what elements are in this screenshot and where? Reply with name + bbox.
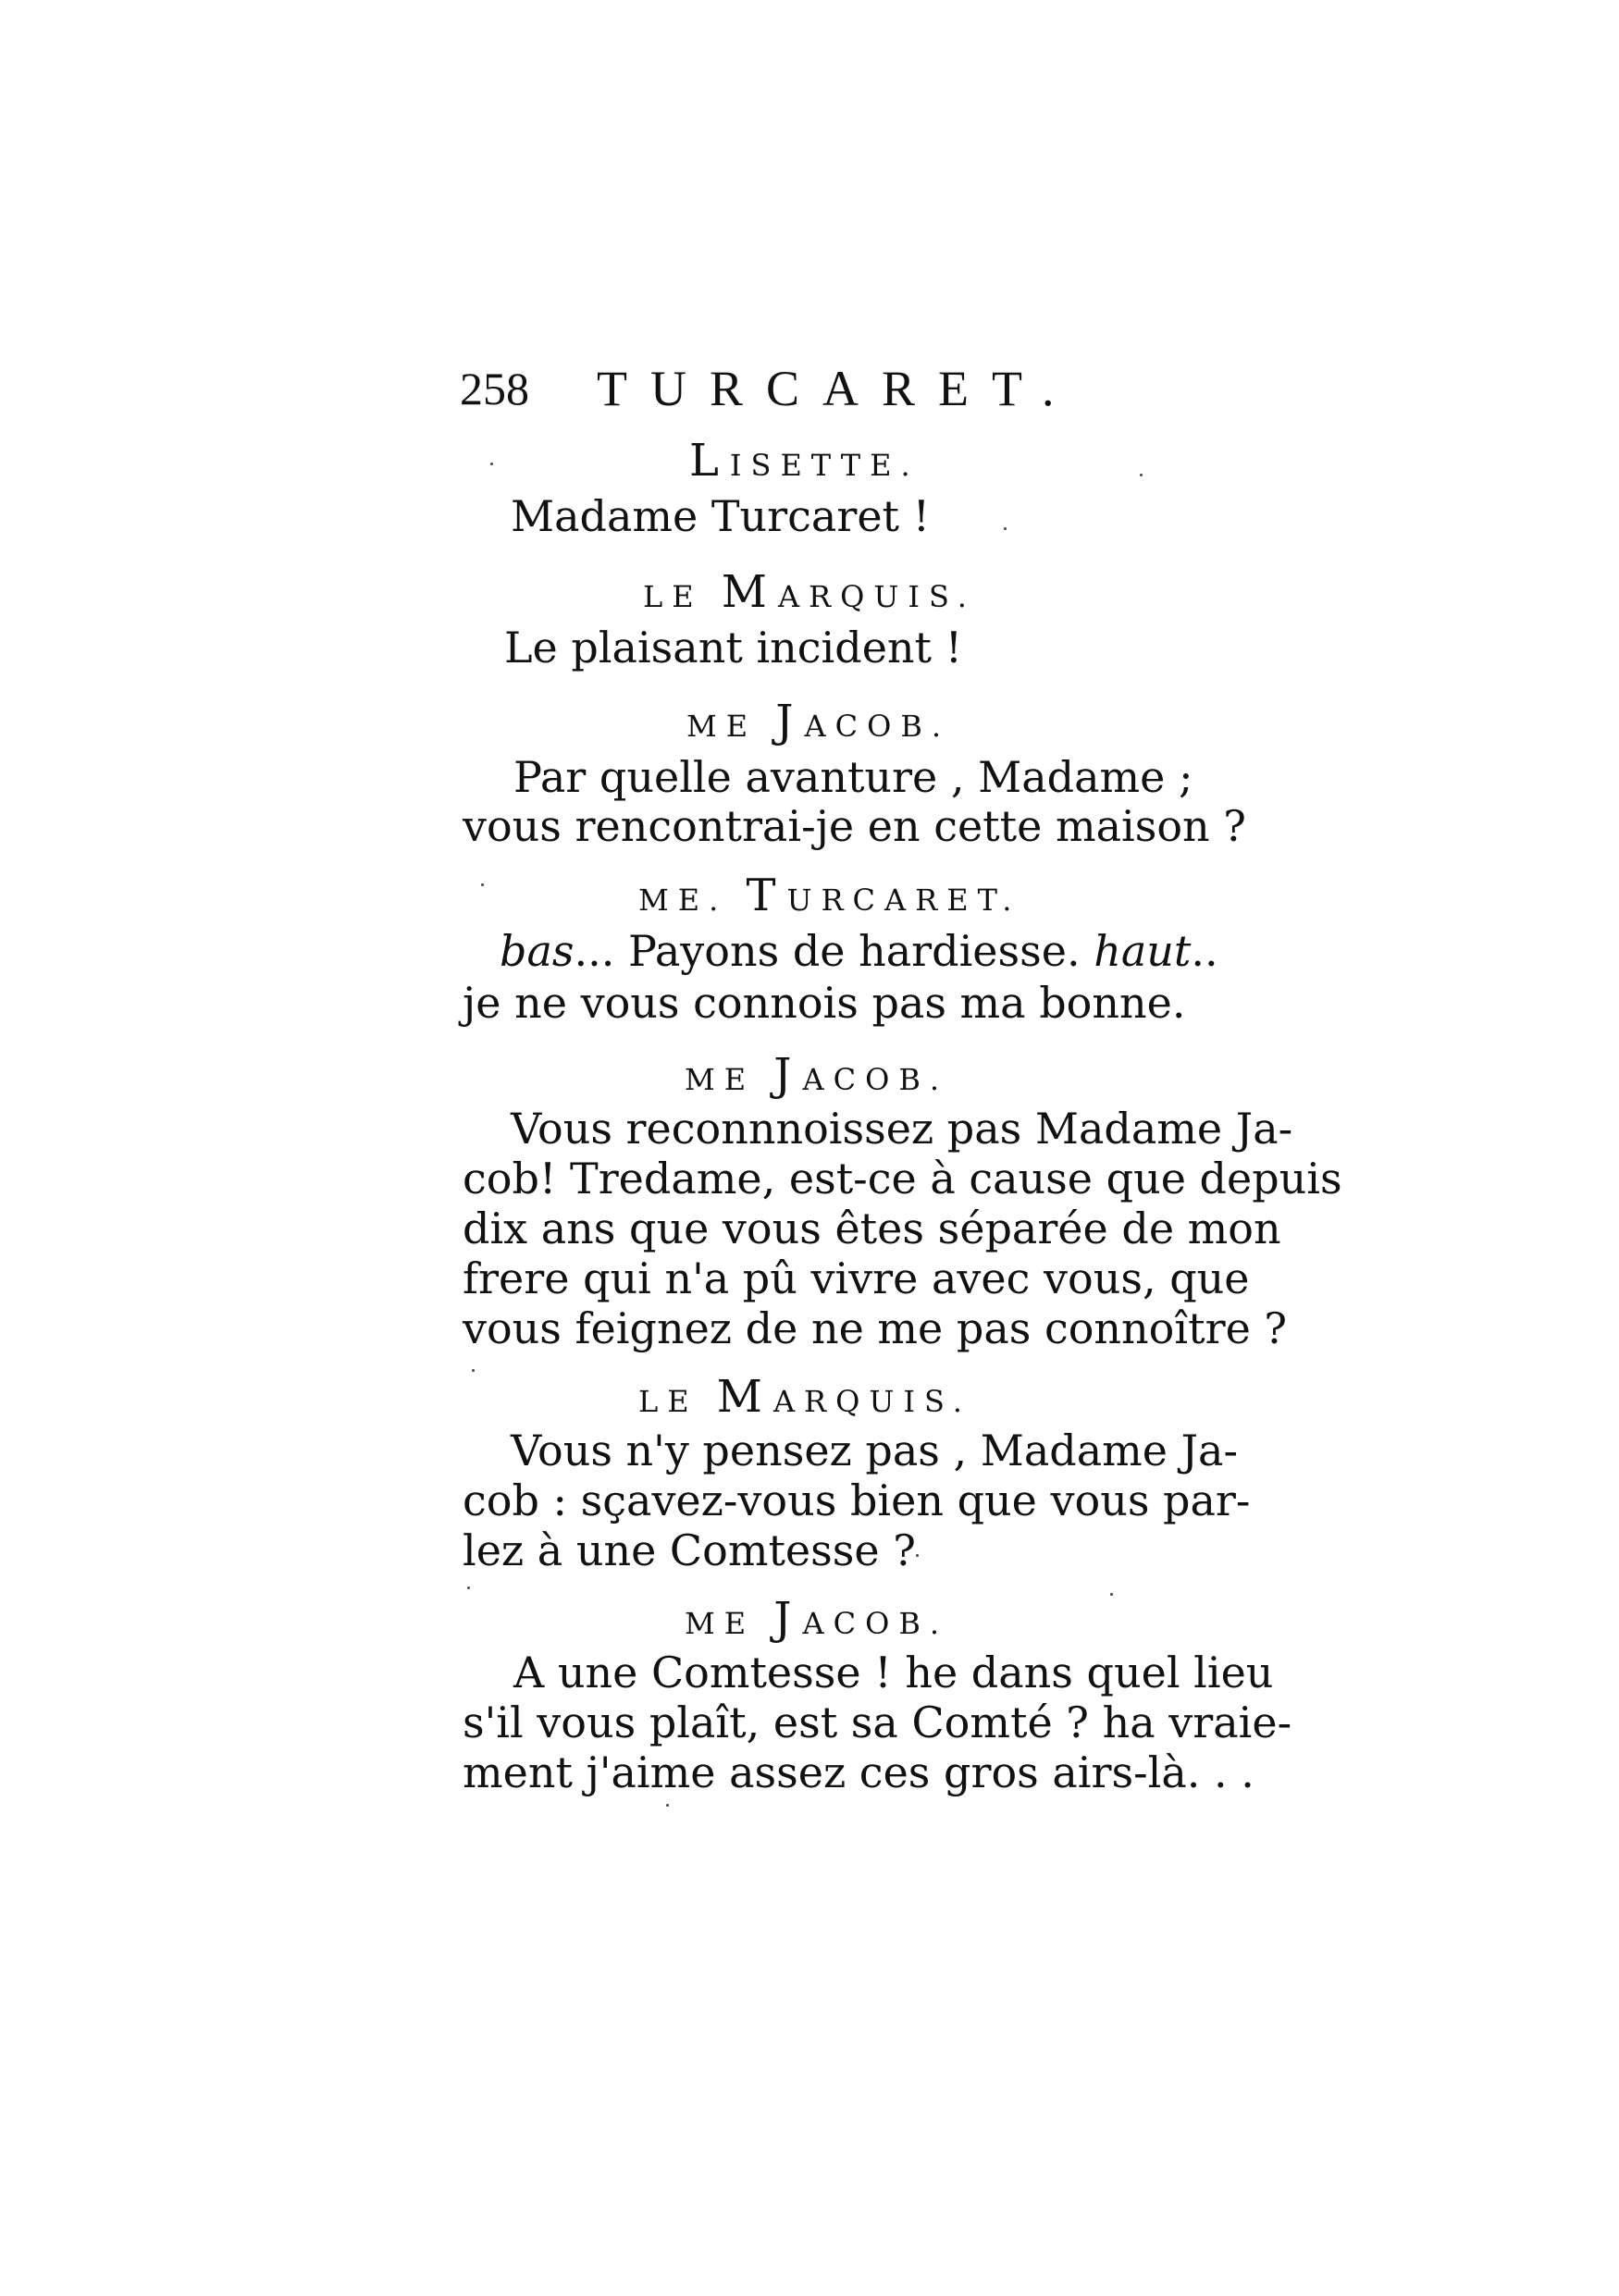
speaker-heading: LISETTE.	[689, 435, 920, 487]
speech-line: frere qui n'a pû vivre avec vous, que	[463, 1253, 1250, 1303]
speech-line: dix ans que vous êtes séparée de mon	[463, 1204, 1281, 1253]
speaker-heading: ME JACOB.	[686, 696, 951, 747]
print-speck	[490, 463, 493, 465]
speaker-heading: LE MARQUIS.	[643, 566, 976, 618]
stage-direction: bas	[500, 926, 575, 976]
speech-line: vous feignez de ne me pas connoître ?	[463, 1303, 1288, 1353]
speech-line: Vous n'y pensez pas , Madame Ja-	[511, 1426, 1239, 1475]
speech-line: ment j'aime assez ces gros airs-là. . .	[463, 1747, 1254, 1797]
speech-line: cob! Tredame, est-ce à cause que depuis	[463, 1154, 1342, 1204]
print-speck	[1004, 527, 1007, 530]
speech-line: s'il vous plaît, est sa Comté ? ha vraie-	[463, 1697, 1292, 1747]
speech-line: Par quelle avanture , Madame ;	[513, 752, 1193, 802]
speech-line: lez à une Comtesse ?	[463, 1525, 916, 1575]
speaker-heading: ME JACOB.	[685, 1049, 949, 1101]
print-speck	[666, 1804, 669, 1807]
speech-line: cob : sçavez-vous bien que vous par-	[463, 1475, 1251, 1525]
print-speck	[916, 1554, 919, 1557]
speech-line: bas... Payons de hardiesse. haut..	[500, 926, 1218, 976]
speech-line: Le plaisant incident !	[504, 623, 963, 673]
speech-line: A une Comtesse ! he dans quel lieu	[513, 1648, 1274, 1697]
speech-line: je ne vous connois pas ma bonne.	[463, 978, 1186, 1028]
print-speck	[1140, 474, 1143, 476]
speaker-heading: LE MARQUIS.	[638, 1371, 971, 1423]
print-speck	[467, 1586, 470, 1589]
speaker-heading: ME JACOB.	[685, 1593, 949, 1645]
running-head	[460, 356, 1126, 421]
speech-line: Madame Turcaret !	[511, 491, 931, 541]
print-speck	[481, 883, 484, 886]
speaker-heading: ME. TURCARET.	[638, 870, 1021, 921]
stage-direction: haut	[1094, 926, 1192, 976]
print-speck	[1110, 1593, 1113, 1596]
speech-line: Vous reconnnoissez pas Madame Ja-	[511, 1104, 1293, 1154]
page-number: 258	[460, 363, 529, 414]
speech-line: vous rencontrai-je en cette maison ?	[463, 801, 1246, 851]
running-title: TURCARET.	[597, 361, 1078, 416]
print-speck	[472, 1369, 475, 1372]
